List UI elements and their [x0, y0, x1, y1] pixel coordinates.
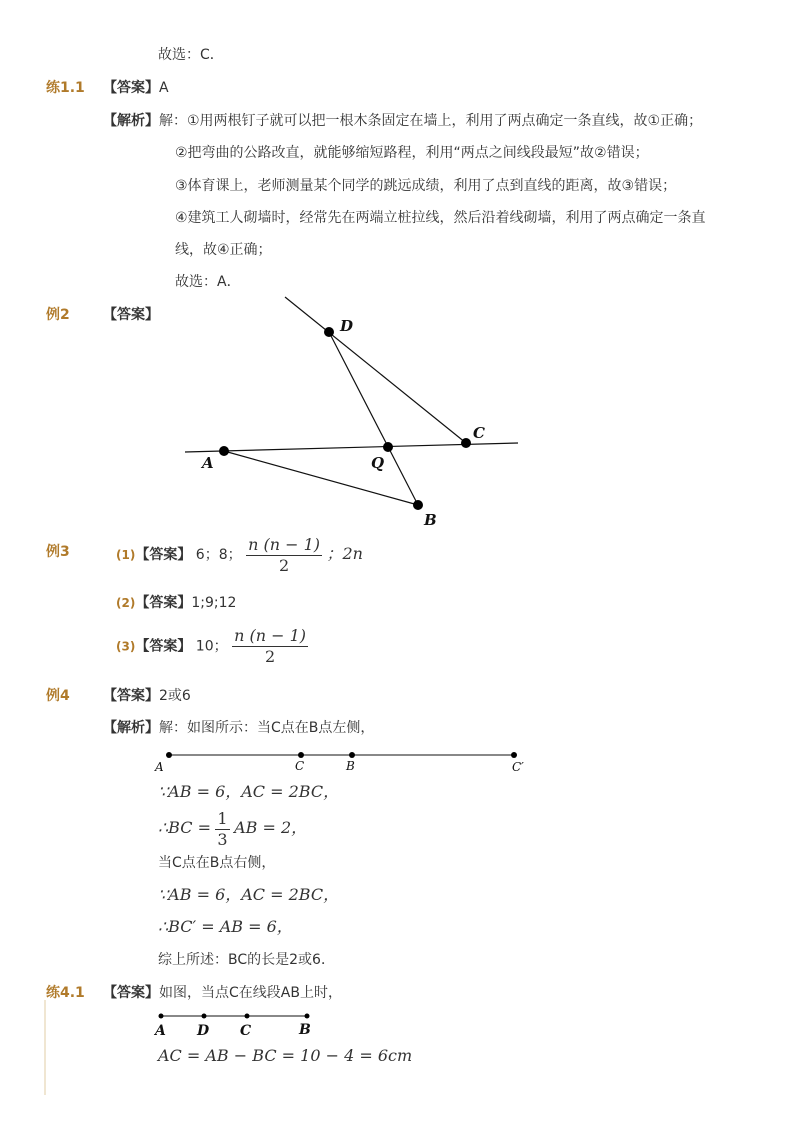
analysis-label: 【解析】	[103, 113, 159, 129]
segment-db	[329, 332, 418, 505]
equation-suffix: AB = 2，	[234, 818, 308, 837]
segment-ab	[224, 451, 418, 505]
ex4-analysis-intro	[103, 718, 374, 738]
ex3-tag: 例3	[46, 544, 70, 560]
point-c	[461, 438, 471, 448]
analysis-label: 【解析】	[103, 720, 159, 736]
label-q: Q	[371, 454, 385, 472]
part-number: (3)	[116, 639, 136, 654]
answer-label: 【答案】	[103, 688, 159, 704]
point-c	[245, 1014, 250, 1019]
point-d	[324, 327, 334, 337]
label-d: D	[197, 1023, 210, 1039]
ex11-analysis-line-3: ③体育课上，老师测量某个同学的跳远成绩，利用了点到直线的距离，故③错误；	[175, 178, 677, 194]
analysis-text: 解：①用两根钉子就可以把一根木条固定在墙上，利用了两点确定一条直线，故①正确；	[159, 113, 703, 129]
ex4-line-figure	[150, 745, 550, 777]
part-number: (1)	[116, 548, 136, 562]
analysis-text: 解：如图所示：当C点在B点左侧，	[159, 720, 375, 736]
ex2-answer-label: 【答案】	[103, 307, 159, 323]
ex4-line-3: 当C点在B点右侧，	[158, 855, 276, 871]
point-q	[383, 442, 393, 452]
answer-suffix: ；2n	[326, 544, 363, 563]
ex11-tag: 练1.1	[46, 80, 85, 96]
answer-value: 1;9;12	[191, 595, 237, 611]
point-a	[219, 446, 229, 456]
equation-prefix: ∴BC =	[158, 818, 211, 837]
ex4-line-6: 综上所述：BC的长是2或6．	[158, 952, 335, 968]
answer-value: 2或6	[159, 688, 191, 704]
ex41-tag: 练4.1	[46, 985, 85, 1001]
ex11-analysis-line-2: ②把弯曲的公路改直，就能够缩短路程，利用“两点之间线段最短”故②错误；	[175, 145, 649, 161]
part-number: (2)	[116, 596, 136, 610]
answer-prefix: 10；	[195, 638, 228, 655]
answer-label: 【答案】	[103, 80, 159, 96]
label-a: A	[202, 454, 214, 472]
ex4-line-1: ∵AB = 6，AC = 2BC，	[158, 782, 340, 801]
point-b	[349, 752, 355, 758]
answer-label: 【答案】	[135, 638, 192, 655]
answer-label: 【答案】	[135, 595, 192, 611]
label-b: B	[299, 1022, 311, 1038]
label-a: A	[155, 760, 164, 774]
ex4-line-2	[158, 808, 307, 850]
fraction-denominator: 3	[217, 829, 228, 849]
ex2-tag: 例2	[46, 307, 70, 323]
ex3-part2	[116, 593, 236, 613]
previous-conclusion: 故选：C．	[158, 47, 224, 63]
fraction-numerator: n (n − 1)	[248, 534, 320, 554]
ex3-part1	[116, 534, 363, 576]
label-c: C	[240, 1023, 252, 1039]
fraction	[246, 535, 322, 576]
ex11-analysis-line-6: 故选：A．	[175, 274, 241, 290]
ex11-analysis-line-4: ④建筑工人砌墙时，经常先在两端立桩拉线，然后沿着线砌墙，利用了两点确定一条直	[175, 210, 706, 226]
label-b: B	[424, 511, 437, 529]
ex4-line-4: ∵AB = 6，AC = 2BC，	[158, 885, 340, 904]
ex11-analysis-line-5: 线，故④正确；	[175, 242, 272, 258]
ex2-geometry-figure	[0, 0, 800, 540]
point-c-prime	[511, 752, 517, 758]
side-accent-bar	[44, 1000, 46, 1095]
fraction-numerator: n (n − 1)	[234, 626, 306, 645]
fraction	[232, 626, 308, 667]
ex4-answer	[103, 686, 191, 706]
label-d: D	[340, 317, 354, 335]
answer-label: 【答案】	[135, 547, 192, 563]
answer-value: A	[159, 80, 169, 96]
point-a	[166, 752, 172, 758]
point-b	[413, 500, 423, 510]
ex4-tag: 例4	[46, 688, 70, 704]
label-b: B	[346, 759, 355, 773]
point-c	[298, 752, 304, 758]
fraction-numerator: 1	[217, 808, 228, 828]
ex41-line-figure	[150, 1006, 350, 1040]
label-a: A	[155, 1023, 166, 1039]
label-c: C	[473, 424, 485, 442]
fraction-denominator: 2	[278, 555, 290, 575]
ex41-answer	[103, 983, 342, 1003]
label-c-prime: C′	[512, 760, 524, 774]
ex3-part3	[116, 626, 308, 667]
ex4-line-5: ∴BC′ = AB = 6，	[158, 917, 293, 936]
point-b	[305, 1014, 310, 1019]
answer-prefix: 6；8；	[195, 547, 242, 563]
point-a	[159, 1014, 164, 1019]
answer-text: 如图，当点C在线段AB上时，	[159, 985, 342, 1001]
fraction-denominator: 2	[264, 647, 276, 666]
point-d	[202, 1014, 207, 1019]
ex41-formula: AC = AB − BC = 10 − 4 = 6cm	[158, 1046, 413, 1065]
fraction	[215, 809, 229, 850]
label-c: C	[295, 759, 305, 773]
answer-label: 【答案】	[103, 985, 159, 1001]
